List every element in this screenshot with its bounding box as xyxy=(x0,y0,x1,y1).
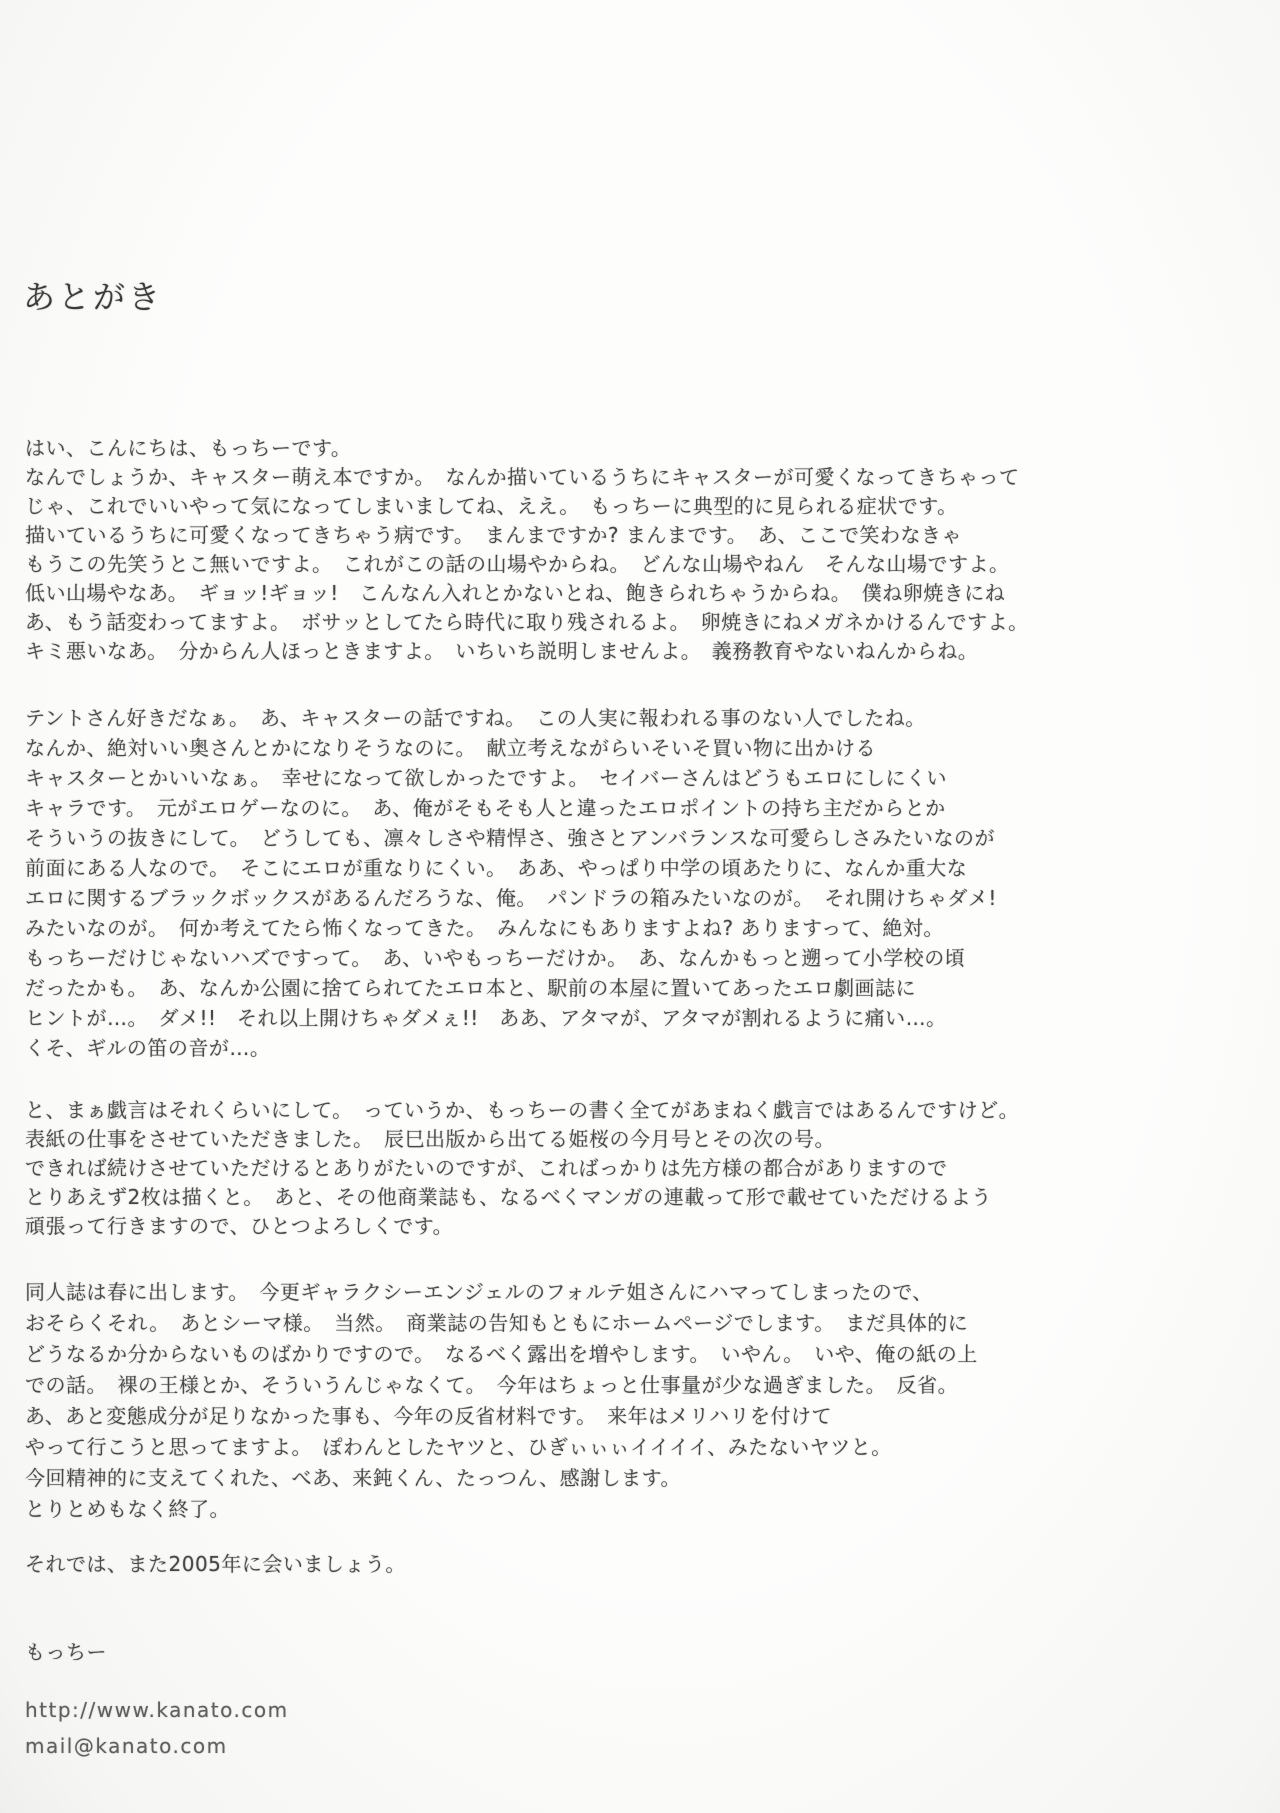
text-line: キャスターとかいいなぁ。 幸せになって欲しかったですよ。 セイバーさんはどうもエロにしにくい xyxy=(25,766,947,790)
paragraph-plans-thanks xyxy=(25,1277,1265,1525)
text-line: くそ、ギルの笛の音が…。 xyxy=(25,1036,271,1060)
text-line: テントさん好きだなぁ。 あ、キャスターの話ですね。 この人実に報われる事のない人でしたね。 xyxy=(25,706,926,730)
website-url: http://www.kanato.com xyxy=(25,1698,289,1722)
text-line: 今回精神的に支えてくれた、べあ、来鈍くん、たっつん、感謝します。 xyxy=(25,1466,681,1490)
text-line: はい、こんにちは、もっちーです。 xyxy=(25,436,352,460)
text-line: もうこの先笑うとこ無いですよ。 これがこの話の山場やからね。 どんな山場やねん そんな山場ですよ。 xyxy=(25,552,1010,576)
contact-links xyxy=(25,1692,1265,1764)
text-line: 低い山場やなあ。 ギョッ!ギョッ! こんなん入れとかないとね、飽きられちゃうからね。 僕ね卵焼きにね xyxy=(25,581,1006,605)
text-line: エロに関するブラックボックスがあるんだろうな、俺。 パンドラの箱みたいなのが。 それ開けちゃダメ! xyxy=(25,886,997,910)
text-line: とりとめもなく終了。 xyxy=(25,1497,230,1521)
text-line: なんか、絶対いい奥さんとかになりそうなのに。 献立考えながらいそいそ買い物に出かける xyxy=(25,736,876,760)
author-name-line: もっちー xyxy=(25,1640,107,1664)
page-title: あとがき xyxy=(23,278,164,316)
text-line: と、まぁ戯言はそれくらいにして。 っていうか、もっちーの書く全てがあまねく戯言ではあるんですけど。 xyxy=(25,1098,1020,1122)
author-name xyxy=(25,1638,1265,1667)
text-line: 同人誌は春に出します。 今更ギャラクシーエンジェルのフォルテ姐さんにハマってしまったので、 xyxy=(25,1280,933,1304)
text-line: もっちーだけじゃないハズですって。 あ、いやもっちーだけか。 あ、なんかもっと遡って小学校の頃 xyxy=(25,946,966,970)
text-line: どうなるか分からないものばかりですので。 なるべく露出を増やします。 いやん。 いや、俺の紙の上 xyxy=(25,1342,978,1366)
text-line: キミ悪いなあ。 分からん人ほっときますよ。 いちいち説明しませんよ。 義務教育やないねんからね。 xyxy=(25,639,979,663)
text-line: じゃ、これでいいやって気になってしまいましてね、ええ。 もっちーに典型的に見られる症状です。 xyxy=(25,494,958,518)
text-line: なんでしょうか、キャスター萌え本ですか。 なんか描いているうちにキャスターが可愛くなってきちゃって xyxy=(25,465,1020,489)
paragraph-greeting xyxy=(25,434,1265,666)
text-line: ヒントが…。 ダメ!! それ以上開けちゃダメぇ!! ああ、アタマが、アタマが割れるように痛い…。 xyxy=(25,1006,947,1030)
text-line: キャラです。 元がエロゲーなのに。 あ、俺がそもそも人と違ったエロポイントの持ち主だからとか xyxy=(25,796,946,820)
text-line: できれば続けさせていただけるとありがたいのですが、こればっかりは先方様の都合がありますので xyxy=(25,1156,948,1180)
signoff xyxy=(25,1550,1265,1579)
text-line: みたいなのが。 何か考えてたら怖くなってきた。 みんなにもありますよね? ありますって、絶対。 xyxy=(25,916,944,940)
text-line: での話。 裸の王様とか、そういうんじゃなくて。 今年はちょっと仕事量が少な過ぎました。 反省。 xyxy=(25,1373,959,1397)
email-address: mail@kanato.com xyxy=(25,1734,228,1758)
text-line: おそらくそれ。 あとシーマ様。 当然。 商業誌の告知もともにホームページでします。 まだ具体的に xyxy=(25,1311,969,1335)
text-line: やって行こうと思ってますよ。 ぽわんとしたヤツと、ひぎぃぃぃイイイイ、みたないヤツと。 xyxy=(25,1435,892,1459)
text-line: とりあえず2枚は描くと。 あと、その他商業誌も、なるべくマンガの連載って形で載せていただけるよう xyxy=(25,1185,992,1209)
text-line: あ、あと変態成分が足りなかった事も、今年の反省材料です。 来年はメリハリを付けて xyxy=(25,1404,832,1428)
signoff-line: それでは、また2005年に会いましょう。 xyxy=(25,1552,406,1576)
paragraph-work-news xyxy=(25,1096,1265,1241)
text-line: 表紙の仕事をさせていただきました。 辰巳出版から出てる姫桜の今月号とその次の号。 xyxy=(25,1127,835,1151)
text-line: あ、もう話変わってますよ。 ボサッとしてたら時代に取り残されるよ。 卵焼きにねメガネかけるんですよ。 xyxy=(25,610,1029,634)
text-line: 前面にある人なので。 そこにエロが重なりにくい。 ああ、やっぱり中学の頃あたりに、なんか重大な xyxy=(25,856,968,880)
text-line: そういうの抜きにして。 どうしても、凛々しさや精悍さ、強さとアンバランスな可愛らしさみたいなのが xyxy=(25,826,995,850)
text-line: だったかも。 あ、なんか公園に捨てられてたエロ本と、駅前の本屋に置いてあったエロ劇画誌に xyxy=(25,976,916,1000)
paragraph-caster-talk xyxy=(25,703,1265,1063)
text-line: 描いているうちに可愛くなってきちゃう病です。 まんまですか? まんまです。 あ、ここで笑わなきゃ xyxy=(25,523,962,547)
text-line: 頑張って行きますので、ひとつよろしくです。 xyxy=(25,1214,454,1238)
